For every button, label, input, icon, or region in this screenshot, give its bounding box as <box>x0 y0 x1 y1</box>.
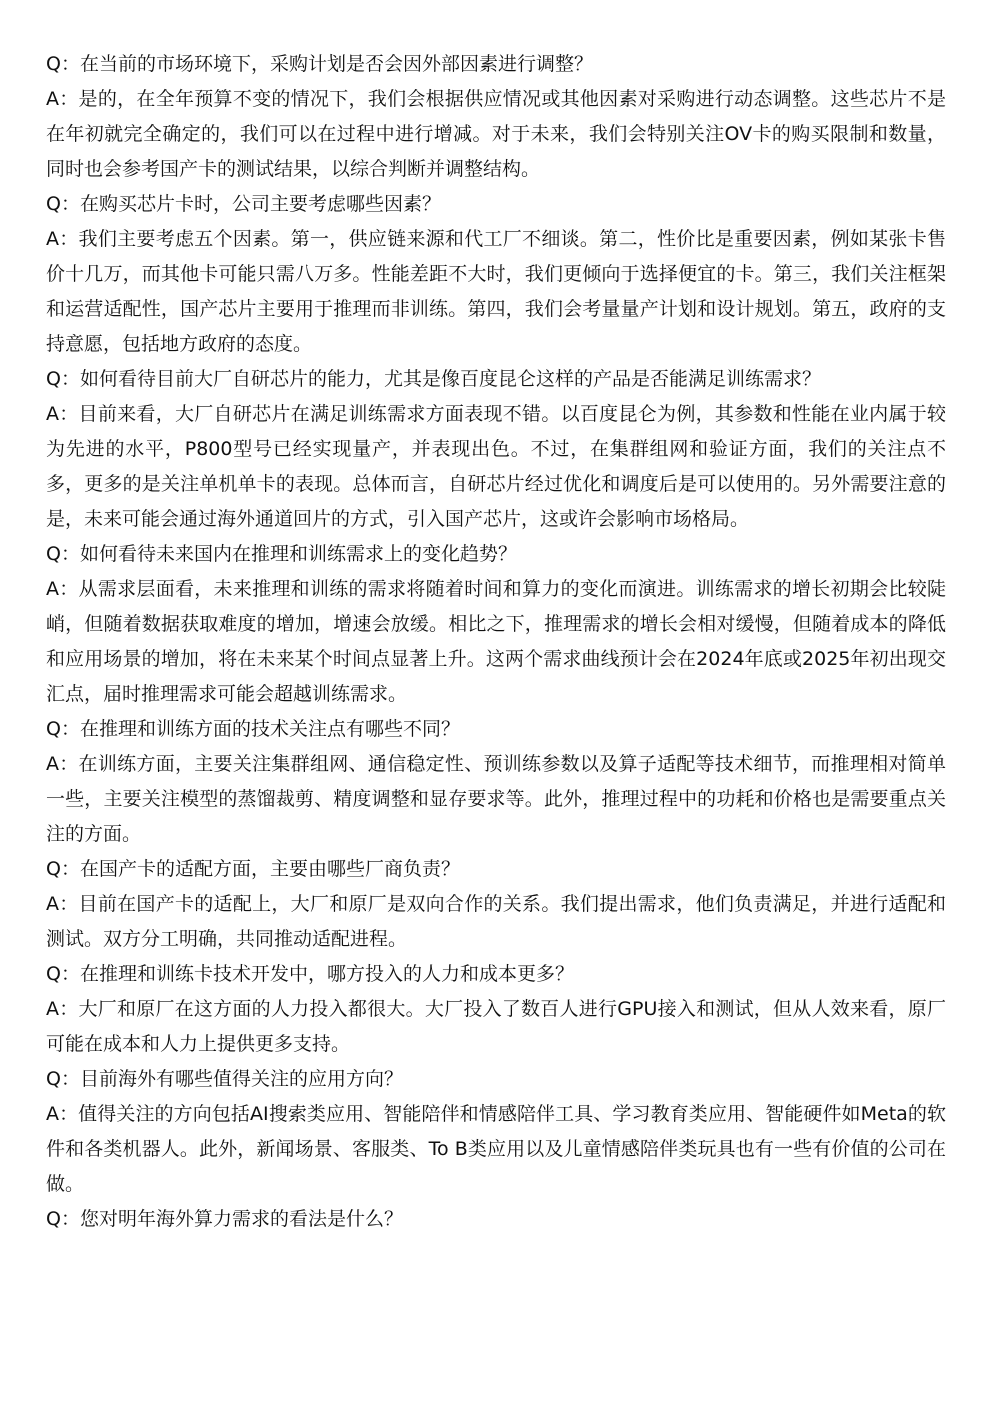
question-6: Q：在国产卡的适配方面，主要由哪些厂商负责？ <box>46 858 460 880</box>
answer-3: A：目前来看，大厂自研芯片在满足训练需求方面表现不错。以百度昆仑为例，其参数和性能在业内属于较为先进的水平，P800型号已经实现量产，并表现出色。不过，在集群组网和验证方面，我们的关注点不多，更多的是关注单机单卡的表现。总体而言，自研芯片经过优化和调度后是可以使用的。另外需要注意的是，未来可能会通过海外通道回片的方式，引入国产芯片，这或许会影响市场格局。 <box>46 403 946 530</box>
question-3: Q：如何看待目前大厂自研芯片的能力，尤其是像百度昆仑这样的产品是否能满足训练需求？ <box>46 368 821 390</box>
answer-1: A：是的，在全年预算不变的情况下，我们会根据供应情况或其他因素对采购进行动态调整。这些芯片不是在年初就完全确定的，我们可以在过程中进行增减。对于未来，我们会特别关注OV卡的购买限制和数量，同时也会参考国产卡的测试结果，以综合判断并调整结构。 <box>46 88 946 180</box>
question-4: Q：如何看待未来国内在推理和训练需求上的变化趋势？ <box>46 543 517 565</box>
answer-5: A：在训练方面，主要关注集群组网、通信稳定性、预训练参数以及算子适配等技术细节，而推理相对简单一些，主要关注模型的蒸馏裁剪、精度调整和显存要求等。此外，推理过程中的功耗和价格也是需要重点关注的方面。 <box>46 753 946 845</box>
question-2: Q：在购买芯片卡时，公司主要考虑哪些因素？ <box>46 193 441 215</box>
answer-4: A：从需求层面看，未来推理和训练的需求将随着时间和算力的变化而演进。训练需求的增长初期会比较陡峭，但随着数据获取难度的增加，增速会放缓。相比之下，推理需求的增长会相对缓慢，但随着成本的降低和应用场景的增加，将在未来某个时间点显著上升。这两个需求曲线预计会在2024年底或2025年初出现交汇点，届时推理需求可能会超越训练需求。 <box>46 578 946 705</box>
answer-7: A：大厂和原厂在这方面的人力投入都很大。大厂投入了数百人进行GPU接入和测试，但从人效来看，原厂可能在成本和人力上提供更多支持。 <box>46 998 946 1055</box>
question-5: Q：在推理和训练方面的技术关注点有哪些不同？ <box>46 718 460 740</box>
answer-2: A：我们主要考虑五个因素。第一，供应链来源和代工厂不细谈。第二，性价比是重要因素，例如某张卡售价十几万，而其他卡可能只需八万多。性能差距不大时，我们更倾向于选择便宜的卡。第三，我们关注框架和运营适配性，国产芯片主要用于推理而非训练。第四，我们会考量量产计划和设计规划。第五，政府的支持意愿，包括地方政府的态度。 <box>46 228 946 355</box>
question-9: Q：您对明年海外算力需求的看法是什么？ <box>46 1208 403 1230</box>
answer-8: A：值得关注的方向包括AI搜索类应用、智能陪伴和情感陪伴工具、学习教育类应用、智能硬件如Meta的软件和各类机器人。此外，新闻场景、客服类、To B类应用以及儿童情感陪伴类玩具也有一些有价值的公司在做。 <box>46 1103 946 1195</box>
question-1: Q：在当前的市场环境下，采购计划是否会因外部因素进行调整？ <box>46 53 593 75</box>
question-7: Q：在推理和训练卡技术开发中，哪方投入的人力和成本更多？ <box>46 963 574 985</box>
question-8: Q：目前海外有哪些值得关注的应用方向？ <box>46 1068 403 1090</box>
answer-6: A：目前在国产卡的适配上，大厂和原厂是双向合作的关系。我们提出需求，他们负责满足，并进行适配和测试。双方分工明确，共同推动适配进程。 <box>46 893 946 950</box>
document-body <box>46 47 946 1237</box>
